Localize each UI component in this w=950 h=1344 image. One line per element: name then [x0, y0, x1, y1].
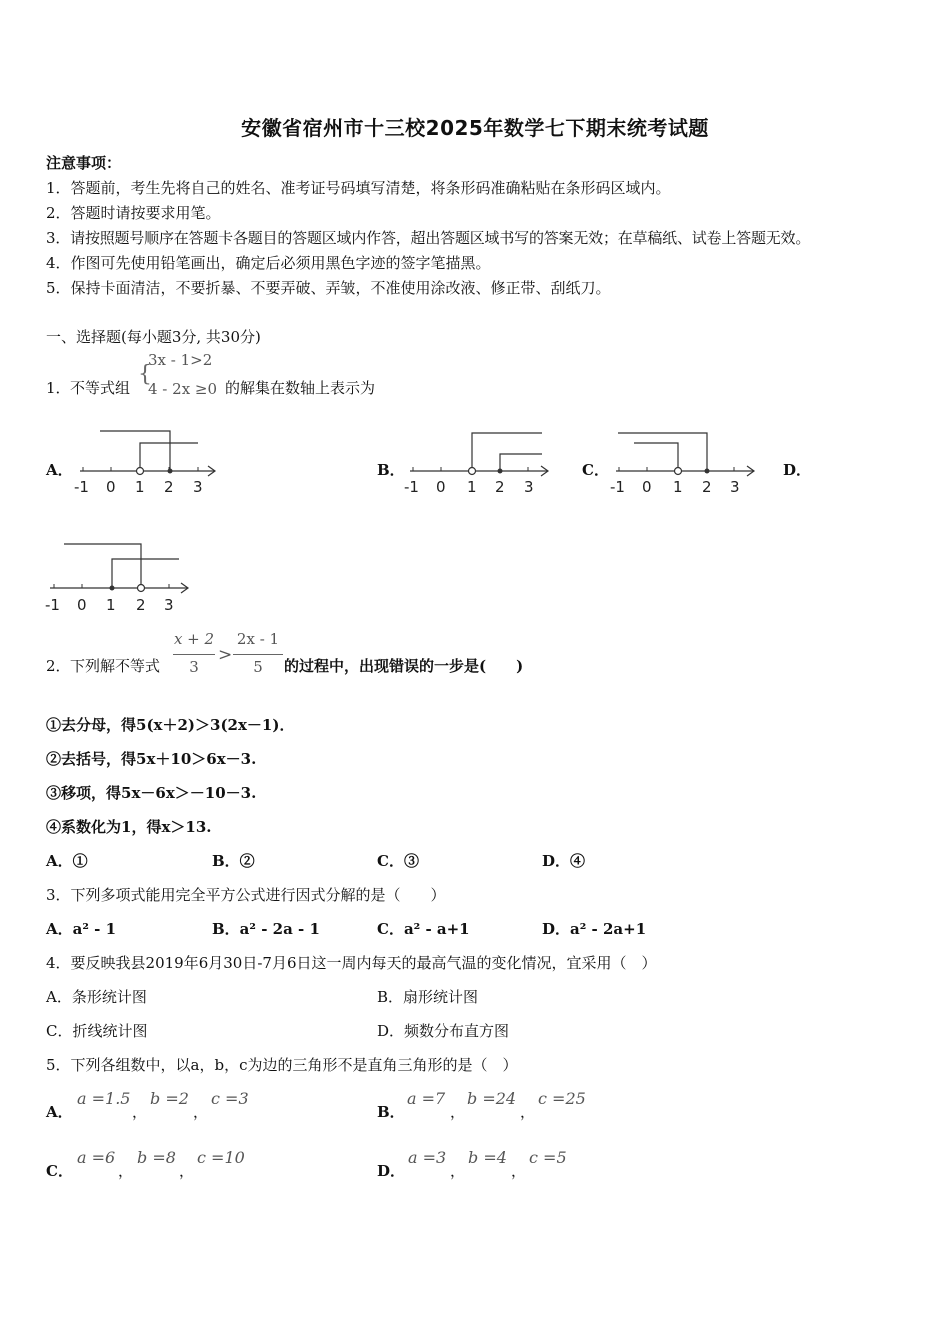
answer-option: B．② [212, 852, 255, 870]
comma: ， [193, 1103, 209, 1121]
inequality-line: 3x - 1>2 [148, 351, 213, 369]
svg-text:-1: -1 [610, 478, 625, 496]
svg-text:2: 2 [164, 478, 174, 496]
answer-option: C．折线统计图 [46, 1022, 148, 1040]
question-text: 的解集在数轴上表示为 [225, 379, 376, 397]
svg-text:-1: -1 [45, 596, 60, 614]
svg-text:1: 1 [673, 478, 683, 496]
comma: ， [132, 1103, 148, 1121]
option-label: A． [46, 1103, 73, 1121]
number-line-d [42, 537, 202, 619]
question-text: 的过程中，出现错误的一步是( ) [284, 657, 524, 675]
answer-option: D．a² - 2a+1 [542, 920, 647, 938]
question-text: 下列解不等式 [70, 657, 161, 675]
svg-text:1: 1 [106, 596, 116, 614]
brace-symbol: { [138, 362, 152, 387]
svg-text:2: 2 [495, 478, 505, 496]
question-text: 3．下列多项式能用完全平方公式进行因式分解的是（ ） [46, 886, 446, 904]
side-c-value: c =25 [538, 1089, 586, 1108]
notice-item: 4．作图可先使用铅笔画出，确定后必须用黑色字迹的签字笔描黑。 [46, 254, 491, 272]
number-line-a [70, 425, 230, 500]
side-a-value: a =3 [408, 1148, 447, 1167]
svg-text:3: 3 [524, 478, 534, 496]
comma: ， [179, 1162, 195, 1180]
svg-text:0: 0 [106, 478, 116, 496]
side-c-value: c =10 [197, 1148, 245, 1167]
fraction-denominator: 3 [189, 658, 199, 676]
side-b-value: b =24 [467, 1089, 517, 1108]
solution-step: ③移项，得5x－6x＞－10－3. [46, 784, 257, 802]
svg-text:-1: -1 [74, 478, 89, 496]
side-b-value: b =2 [150, 1089, 189, 1108]
side-b-value: b =8 [137, 1148, 176, 1167]
side-a-value: a =6 [77, 1148, 116, 1167]
fraction-bar [233, 654, 283, 655]
side-a-value: a =1.5 [77, 1089, 131, 1108]
answer-option: B．a² - 2a - 1 [212, 920, 320, 938]
question-number: 1． [46, 379, 71, 397]
number-line-c [606, 425, 766, 500]
comma: ， [450, 1103, 466, 1121]
question-text: 4．要反映我县2019年6月30日-7月6日这一周内每天的最高气温的变化情况，宜采用（ ） [46, 954, 657, 972]
svg-text:1: 1 [135, 478, 145, 496]
option-label-c: C． [582, 461, 609, 479]
fraction-numerator: x + 2 [173, 630, 215, 648]
svg-text:0: 0 [642, 478, 652, 496]
answer-option: A．条形统计图 [46, 988, 147, 1006]
comma: ， [520, 1103, 536, 1121]
comma: ， [450, 1162, 466, 1180]
answer-option: C．a² - a+1 [377, 920, 470, 938]
svg-text:0: 0 [436, 478, 446, 496]
side-a-value: a =7 [407, 1089, 446, 1108]
fraction-numerator: 2x - 1 [236, 630, 280, 648]
svg-text:3: 3 [730, 478, 740, 496]
solution-step: ④系数化为1，得x＞13. [46, 818, 212, 836]
comma: ， [511, 1162, 527, 1180]
svg-text:2: 2 [136, 596, 146, 614]
inequality-line: 4 - 2x ≥0 [148, 380, 218, 398]
svg-text:-1: -1 [404, 478, 419, 496]
notice-item: 5．保持卡面清洁，不要折暴、不要弄破、弄皱，不准使用涂改液、修正带、刮纸刀。 [46, 279, 611, 297]
svg-text:2: 2 [702, 478, 712, 496]
question-text: 5．下列各组数中，以a，b，c为边的三角形不是直角三角形的是（ ） [46, 1056, 518, 1074]
notice-item: 3．请按照题号顺序在答题卡各题目的答题区域内作答，超出答题区域书写的答案无效；在草稿纸、试卷上答题无效。 [46, 229, 811, 247]
fraction-denominator: 5 [253, 658, 263, 676]
svg-text:3: 3 [164, 596, 174, 614]
notice-item: 2．答题时请按要求用笔。 [46, 204, 221, 222]
question-number: 2． [46, 657, 71, 675]
side-c-value: c =3 [211, 1089, 249, 1108]
option-label: B． [377, 1103, 405, 1121]
svg-text:3: 3 [193, 478, 203, 496]
option-label-d: D． [783, 461, 812, 479]
answer-option: C．③ [377, 852, 419, 870]
side-b-value: b =4 [468, 1148, 507, 1167]
page-title: 安徽省宿州市十三校2025年数学七下期末统考试题 [241, 116, 709, 140]
solution-step: ①去分母，得5(x＋2)＞3(2x－1)． [46, 716, 295, 734]
section-heading: 一、选择题(每小题3分, 共30分) [46, 328, 261, 346]
greater-than-sign: > [218, 645, 233, 665]
option-label: C． [46, 1162, 73, 1180]
notice-heading: 注意事项： [46, 154, 122, 172]
option-label: D． [377, 1162, 406, 1180]
answer-option: A．a² - 1 [46, 920, 117, 938]
number-line-b [400, 425, 560, 500]
answer-option: B．扇形统计图 [377, 988, 479, 1006]
side-c-value: c =5 [529, 1148, 567, 1167]
svg-text:0: 0 [77, 596, 87, 614]
notice-item: 1．答题前，考生先将自己的姓名、准考证号码填写清楚，将条形码准确粘贴在条形码区域内。 [46, 179, 671, 197]
fraction-bar [173, 654, 215, 655]
answer-option: A．① [46, 852, 88, 870]
solution-step: ②去括号，得5x＋10＞6x－3. [46, 750, 257, 768]
option-label-a: A． [46, 461, 73, 479]
question-text: 不等式组 [70, 379, 131, 397]
svg-text:1: 1 [467, 478, 477, 496]
answer-option: D．频数分布直方图 [377, 1022, 510, 1040]
comma: ， [118, 1162, 134, 1180]
answer-option: D．④ [542, 852, 586, 870]
option-label-b: B． [377, 461, 405, 479]
